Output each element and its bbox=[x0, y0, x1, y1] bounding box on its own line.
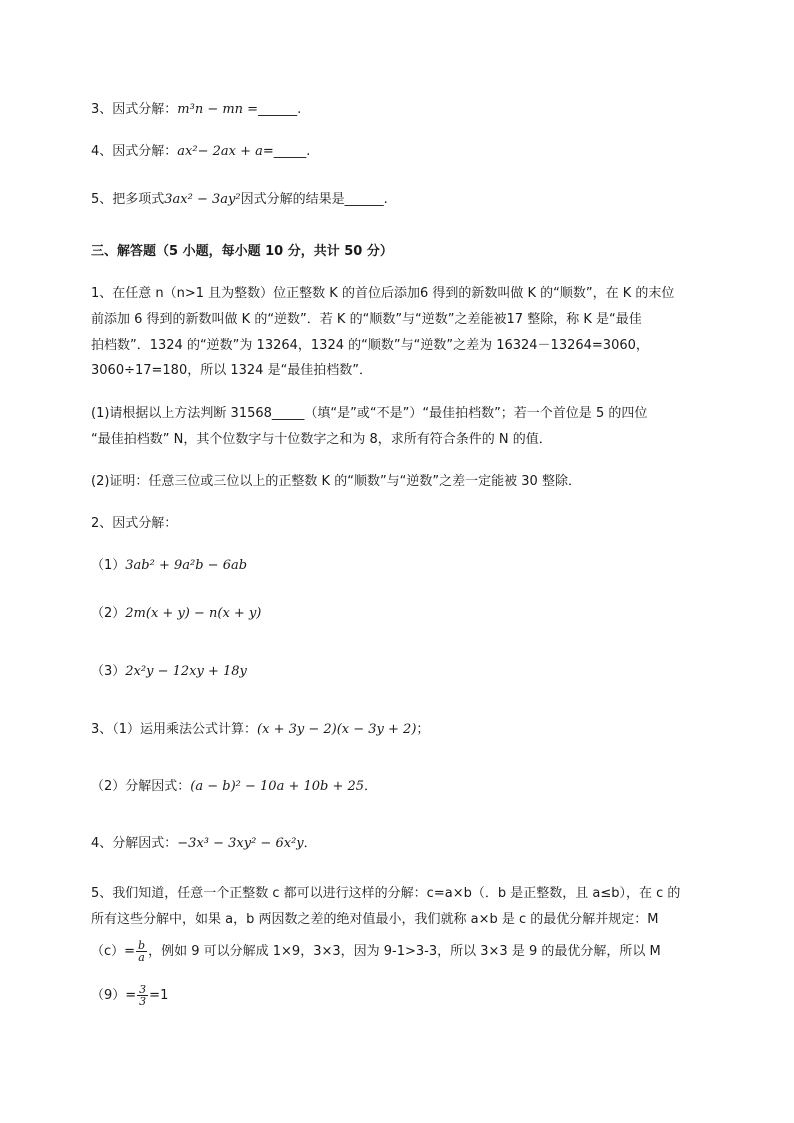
fraction-numerator: b bbox=[138, 939, 146, 952]
q4-blank: =_____. bbox=[262, 144, 311, 159]
p4-label: 4、分解因式： bbox=[91, 836, 178, 851]
problem-1-sub-1-line-1: (1)请根据以上方法判断 31568_____（填“是”或“不是”）“最佳拍档数”；若一个首位是 5 的四位 bbox=[91, 406, 648, 421]
problem-1-line-2: 前添加 6 得到的新数叫做 K 的“逆数”．若 K 的“顺数”与“逆数”之差能被17 整除，称 K 是“最佳 bbox=[91, 312, 642, 327]
fraction-denominator: a bbox=[138, 951, 145, 964]
question-3 bbox=[91, 100, 301, 120]
fraction-b-over-a bbox=[136, 940, 147, 963]
p5-line-3-post: ，例如 9 可以分解成 1×9，3×3，因为 9-1>3-3，所以 3×3 是 9 的最优分解，所以 M bbox=[148, 944, 661, 959]
problem-1-sub-2: (2)证明：任意三位或三位以上的正整数 K 的“顺数”与“逆数”之差一定能被 30 整除． bbox=[91, 474, 581, 489]
problem-2-part-2 bbox=[91, 604, 261, 624]
section-3-title: 三、解答题（5 小题，每小题 10 分，共计 50 分） bbox=[91, 244, 393, 259]
problem-5-line-3 bbox=[91, 940, 661, 963]
q4-expression: ax²− 2ax + a bbox=[177, 144, 263, 159]
p5-line-3-pre: （c）= bbox=[91, 944, 136, 959]
problem-3-part-2 bbox=[91, 777, 377, 797]
p2-part-3-expression: 2x²y − 12xy + 18y bbox=[125, 664, 247, 679]
q3-expression: m³n − mn = bbox=[177, 102, 259, 117]
q4-prefix: 4、因式分解： bbox=[91, 144, 178, 159]
p3-part-2-expression: (a − b)² − 10a + 10b + 25 bbox=[190, 779, 365, 794]
p2-part-3-label: （3） bbox=[91, 664, 126, 679]
p3-part-1-end: ； bbox=[416, 722, 430, 737]
q5-suffix: 因式分解的结果是______. bbox=[240, 192, 388, 207]
p2-part-2-label: （2） bbox=[91, 606, 126, 621]
p3-part-2-label: （2）分解因式： bbox=[91, 779, 191, 794]
p2-part-1-label: （1） bbox=[91, 558, 126, 573]
problem-1-line-1: 1、在任意 n（n>1 且为整数）位正整数 K 的首位后添加6 得到的新数叫做 K 的“顺数”，在 K 的末位 bbox=[91, 286, 675, 301]
p5-line-4-post: =1 bbox=[149, 988, 169, 1003]
problem-1-sub-1-line-2: “最佳拍档数” N，其个位数字与十位数字之和为 8，求所有符合条件的 N 的值． bbox=[91, 432, 552, 447]
p4-expression: −3x³ − 3xy² − 6x²y bbox=[177, 836, 304, 851]
problem-1-line-3: 拍档数”．1324 的“逆数”为 13264，1324 的“顺数”与“逆数”之差为 16324－13264=3060， bbox=[91, 338, 649, 353]
q3-prefix: 3、因式分解： bbox=[91, 102, 178, 117]
q5-expression: 3ax² − 3ay² bbox=[164, 192, 241, 207]
fraction-numerator: 3 bbox=[139, 983, 147, 996]
p4-end: ． bbox=[303, 836, 317, 851]
p5-line-4-pre: （9）= bbox=[91, 988, 137, 1003]
p3-part-1-expression: (x + 3y − 2)(x − 3y + 2) bbox=[257, 722, 417, 737]
q3-blank: ______. bbox=[258, 102, 302, 117]
p3-part-1-label: 3、（1）运用乘法公式计算： bbox=[91, 722, 258, 737]
problem-5-line-4 bbox=[91, 984, 168, 1007]
fraction-3-over-3 bbox=[137, 984, 148, 1007]
question-5 bbox=[91, 190, 388, 210]
p3-part-2-end: ． bbox=[364, 779, 378, 794]
problem-2-title: 2、因式分解： bbox=[91, 516, 178, 531]
problem-2-part-1 bbox=[91, 556, 247, 576]
problem-2-part-3 bbox=[91, 662, 247, 682]
problem-1-line-4: 3060÷17=180，所以 1324 是“最佳拍档数”． bbox=[91, 363, 373, 378]
problem-5-line-2: 所有这些分解中，如果 a，b 两因数之差的绝对值最小，我们就称 a×b 是 c 的最优分解并规定：M bbox=[91, 912, 659, 927]
p2-part-2-expression: 2m(x + y) − n(x + y) bbox=[125, 606, 262, 621]
fraction-denominator: 3 bbox=[139, 995, 147, 1008]
p2-part-1-expression: 3ab² + 9a²b − 6ab bbox=[125, 558, 248, 573]
problem-4 bbox=[91, 834, 317, 854]
problem-3-part-1 bbox=[91, 720, 429, 740]
problem-5-line-1: 5、我们知道，任意一个正整数 c 都可以进行这样的分解：c=a×b（．b 是正整数，且 a≤b），在 c 的 bbox=[91, 886, 681, 901]
q5-prefix: 5、把多项式 bbox=[91, 192, 165, 207]
question-4 bbox=[91, 142, 310, 162]
